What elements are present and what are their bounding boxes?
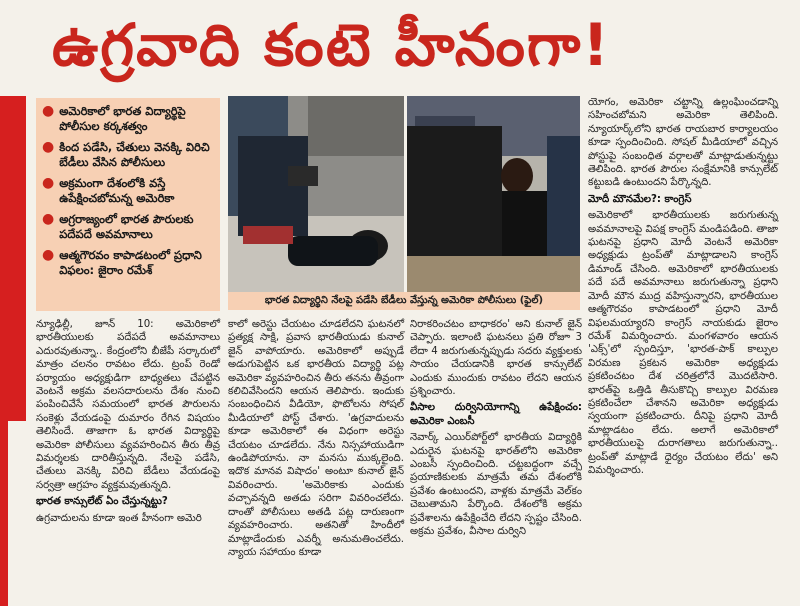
bullet-icon: ● — [42, 175, 55, 191]
highlight-item: ● ఆత్మగౌరవం కాపాడటంలో ప్రధాని విఫలం: జైరాం రమేశ్ — [42, 247, 202, 277]
article-column-2 — [228, 318, 404, 562]
highlights-box — [36, 98, 220, 311]
paragraph: నెవార్క్ ఎయిర్‌పోర్ట్‌లో భారతీయ విద్యార్థికి ఎదురైన ఘటనపై భారత్‌లోని అమెరికా ఎంబసీ స్పందించింది. చట్టబద్ధంగా వచ్చే ప్రయాణికులకు మాత్రమే తమ దేశంలోకి ప్రవేశం ఉంటుందని, వాళ్లకు మాత్రమే వెల్‌కం చెబుతామని పేర్కొంది. దేశంలోకి అక్రమ ప్రవేశాలను ఉపేక్షించేది లేదని స్పష్టం చేసింది. అక్రమ ప్రవేశం, వీసాల దుర్విని — [410, 432, 582, 538]
paragraph: కాలో అరెస్టు చేయటం చూడలేదని ఘటనలో ప్రత్యక్ష సాక్షి, ప్రవాస భారతీయుడు కునాల్ జైన్ వాపోయారు. అమెరికాలో అప్పుడే అడుగుపెట్టిన ఒక భారతీయ విద్యార్థి పట్ల అమెరికా వ్యవహరించిన తీరు తనను తీవ్రంగా కలిచివేసిందని ఆయన తెలిపారు. ఇందుకు సంబంధించిన వీడియో, ఫొటోలను సోషల్ మీడియాలో పోస్ట్ చేశారు. 'ఉగ్రవాదులను కూడా అమెరికాలో ఈ విధంగా అరెస్టు చేయటం చూడలేదు. నేను నిస్సహాయుడిగా ఉండిపోయాను. నా మనసు ముక్కలైంది. ఇదొక మానవ విషాదం' అంటూ కునాల్ జైన్ వివరించారు. 'అమెరికాకు ఎందుకు వచ్చావన్నది అతడు సరిగా వివరించలేదు. దాంతో పోలీసులు అతడి పట్ల దారుణంగా వ్యవహరించారు. అతనితో హిందీలో మాట్లాడేందుకు ఎవర్నీ అనుమతించలేదు. న్యాయ సహాయం కూడా — [228, 319, 404, 558]
left-red-strip — [0, 96, 26, 421]
photo-arrest-floor-illustration — [228, 96, 404, 292]
bullet-icon: ● — [42, 103, 55, 119]
photo-arrest-standing-illustration — [407, 96, 580, 292]
subheading: వీసాల దుర్వినియోగాన్ని ఉపేక్షించం: అమెరికా ఎంబసీ — [410, 402, 582, 427]
article-column-1 — [36, 318, 220, 528]
photo-arrest-standing — [407, 96, 580, 292]
highlight-item: ● అగ్రరాజ్యంలో భారత పౌరులకు పదేపదే అవమానాలు — [42, 211, 194, 241]
headline: ఉగ్రవాది కంటె హీనంగా! — [52, 11, 611, 79]
photo-arrest-floor — [228, 96, 404, 292]
article-column-4 — [588, 96, 778, 480]
highlight-item: ● అక్రమంగా దేశంలోకి వస్తే ఉపేక్షించబోమన్న అమెరికా — [42, 175, 175, 205]
subheading: మోదీ మౌనమేల?: కాంగ్రెస్ — [588, 193, 692, 205]
paragraph: ఉగ్రవాదులను కూడా ఇంత హీనంగా అమెరి — [36, 512, 202, 524]
paragraph: అమెరికాలో భారతీయులకు జరుగుతున్న అవమానాలపై విపక్ష కాంగ్రెస్ మండిపడింది. తాజా ఘటనపై ప్రధాని మోదీ వెంటనే అమెరికా అధ్యక్షుడు ట్రంప్‌తో మాట్లాడాలని కాంగ్రెస్ డిమాండ్ చేసింది. అమెరికాలో భారతీయులకు పదే పదే అవమానాలు జరుగుతున్నా ప్రధాని మోదీ మౌన ముద్ర వహిస్తున్నారని, భారతీయుల ఆత్మగౌరవం కాపాడటంలో ప్రధాని మోదీ విఫలమయ్యారని కాంగ్రెస్ నాయకుడు జైరాం రమేశ్ విమర్శించారు. మంగళవారం ఆయన 'ఎక్స్'లో స్పందిస్తూ, 'భారత-పాక్ కాల్పుల విరమణ ప్రకటన అమెరికా అధ్యక్షుడు ప్రకటించటం దేశ చరిత్రలోనే మొదటిసారి. భారత్‌పై ఒత్తిడి తీసుకొచ్చి కాల్పుల విరమణ ప్రకటించేలా చేశానని అమెరికా అధ్యక్షుడు స్వయంగా ప్రకటించారు. దీనిపై ప్రధాని మోదీ మాట్లాడటం లేదు. అలాగే అమెరికాలో భారతీయులపై దురాగతాలు జరుగుతున్నా.. ట్రంప్‌తో మాట్లాడే ధైర్యం చేయటం లేదు' అని విమర్శించారు. — [588, 210, 778, 476]
bullet-icon: ● — [42, 211, 55, 227]
highlight-item: ● కింద పడేసి, చేతులు వెనక్కి విరిచి బేడీలు వేసిన పోలీసులు — [42, 139, 210, 169]
paragraph: యోగం, అమెరికా చట్టాన్ని ఉల్లంఘించడాన్ని సహించబోమని అమెరికా తెలిపింది. న్యూయార్క్‌లోని భారత రాయబార కార్యాలయం కూడా స్పందించింది. సోషల్ మీడియాలో వచ్చిన పోస్టుపై సంబంధిత వర్గాలతో మాట్లాడుతున్నట్టు తెలిపింది. భారత పౌరుల సంక్షేమానికి కాన్సులేట్ కట్టుబడి ఉంటుందని పేర్కొన్నది. — [588, 97, 778, 189]
highlight-item: ● అమెరికాలో భారత విద్యార్థిపై పోలీసుల కర్కశత్వం — [42, 103, 186, 133]
left-red-strip-lower — [0, 420, 8, 606]
subheading: భారత కాన్సులేట్ ఏం చేస్తున్నట్టు? — [36, 496, 168, 508]
photo-caption: భారత విద్యార్థిని నేలపై పడేసి బేడీలు వేస్తున్న అమెరికా పోలీసులు (ఫైల్) — [228, 292, 580, 310]
article-column-3 — [410, 318, 582, 542]
paragraph: నిరాకరించటం బాధాకరం' అని కునాల్ జైన్ చెప్పారు. ఇలాంటి ఘటనలు ప్రతి రోజూ 3 లేదా 4 జరుగుతున్నప్పుడు సదరు వ్యక్తులకు సాయం చేయడానికి భారత కాన్సులేట్ ఎందుకు ముందుకు రావటం లేదని ఆయన ప్రశ్నించారు. — [410, 319, 582, 398]
bullet-icon: ● — [42, 247, 55, 263]
bullet-icon: ● — [42, 139, 55, 155]
paragraph: న్యూఢిల్లీ, జూన్ 10: అమెరికాలో భారతీయులకు పదేపదే అవమానాలు ఎదురవుతున్నా.. కేంద్రంలోని బీజేపీ సర్కారులో మాత్రం చలనం రావటం లేదు. ట్రంప్ రెండో పర్యాయం అధ్యక్షుడిగా బాధ్యతలు చేపట్టిన వెంటనే అక్రమ వలసదారులను దేశం నుంచి పంపించివేసే సమయంలో భారత పౌరులను సంకెళ్లు వేయడంపై దుమారం రేగిన విషయం తెలిసిందే. తాజాగా ఓ భారత విద్యార్థిపై అమెరికా పోలీసులు వ్యవహరించిన తీరు తీవ్ర విమర్శలకు దారితీస్తున్నది. నేలపై పడేసి, చేతులు వెనక్కి విరిచి బేడీలు వేయడంపై సర్వత్రా ఆగ్రహం వ్యక్తమవుతున్నది. — [36, 319, 220, 491]
